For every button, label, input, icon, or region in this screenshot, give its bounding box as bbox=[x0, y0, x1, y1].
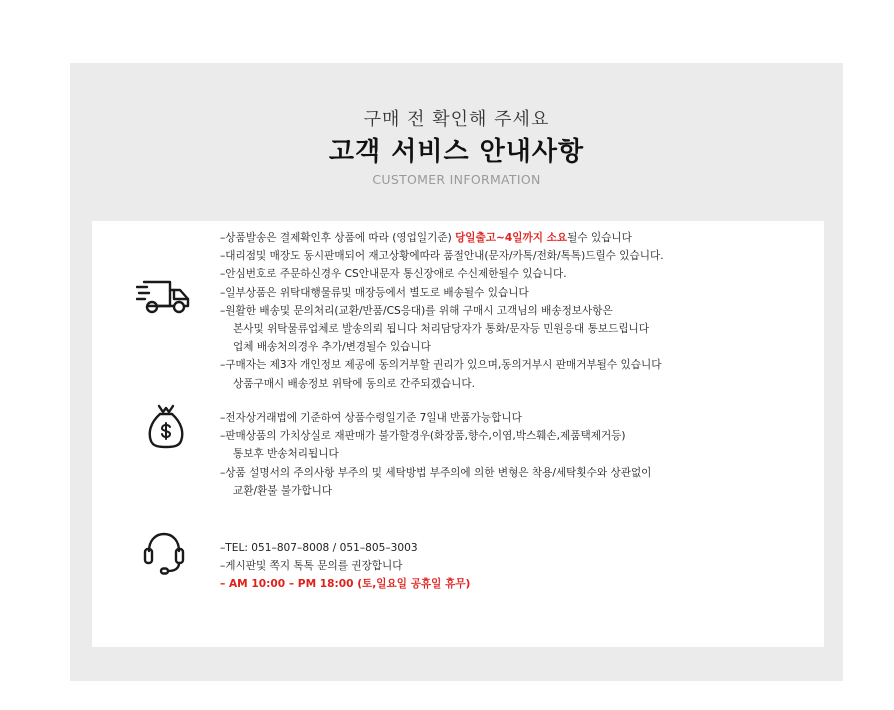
contact-info bbox=[220, 539, 470, 594]
header-title: 고객 서비스 안내사항 bbox=[328, 137, 585, 167]
headset-icon bbox=[142, 529, 186, 575]
shipping-time-highlight: 당일출고~4일까지 소요 bbox=[455, 232, 568, 244]
refund-info bbox=[220, 409, 651, 500]
header-subtitle-en: CUSTOMER INFORMATION bbox=[372, 172, 541, 187]
info-panel bbox=[70, 63, 843, 681]
refund-line: –판매상품의 가치상실로 재판매가 불가할경우(화장품,향수,이염,박스훼손,제품택제거등) bbox=[220, 430, 626, 443]
refund-line: –상품 설명서의 주의사항 부주의 및 세탁방법 부주의에 의한 변형은 착용/세탁횟수와 상관없이 bbox=[220, 466, 652, 479]
delivery-line: –대리점및 매장도 동시판매되어 재고상황에따라 품절안내(문자/카톡/전화/톡톡)드릴수 있습니다. bbox=[220, 250, 664, 263]
money-bag-icon bbox=[148, 403, 184, 449]
delivery-line: 상품구매시 배송정보 위탁에 동의로 간주되겠습니다. bbox=[233, 377, 475, 390]
delivery-line: –원활한 배송및 문의처리(교환/반품/CS응대)를 위해 구매시 고객님의 배송정보사항은 bbox=[220, 304, 613, 317]
delivery-line: –일부상품은 위탁대행물류및 매장등에서 별도로 배송될수 있습니다 bbox=[220, 286, 529, 299]
delivery-line-1: –상품발송은 결제확인후 상품에 따라 (영업일기준) 당일출고~4일까지 소요될수 있습니다 bbox=[220, 232, 632, 244]
delivery-line: –구매자는 제3자 개인정보 제공에 동의거부할 권리가 있으며,동의거부시 판매거부될수 있습니다 bbox=[220, 359, 662, 372]
info-card bbox=[92, 221, 824, 647]
contact-tel: –TEL: 051–807–8008 / 051–805–3003 bbox=[220, 542, 418, 554]
business-hours: – AM 10:00 – PM 18:00 (토,일요일 공휴일 휴무) bbox=[220, 578, 471, 591]
delivery-line: 본사및 위탁물류업체로 발송의뢰 됩니다 처리담당자가 통화/문자등 민원응대 통보드립니다 bbox=[233, 323, 650, 336]
contact-board: –게시판및 쪽지 톡톡 문의를 권장합니다 bbox=[220, 560, 403, 573]
refund-line: 교환/환불 불가합니다 bbox=[233, 484, 333, 497]
delivery-info bbox=[220, 229, 664, 393]
refund-line: –전자상거래법에 기준하여 상품수령일기준 7일내 반품가능합니다 bbox=[220, 412, 522, 424]
delivery-truck-icon bbox=[136, 276, 192, 318]
delivery-line: 업체 배송처의경우 추가/변경될수 있습니다 bbox=[233, 341, 431, 354]
delivery-line: –안심번호로 주문하신경우 CS안내문자 통신장애로 수신제한될수 있습니다. bbox=[220, 268, 567, 281]
refund-line: 통보후 반송처리됩니다 bbox=[233, 448, 339, 461]
header-subtitle: 구매 전 확인해 주세요 bbox=[363, 109, 550, 130]
